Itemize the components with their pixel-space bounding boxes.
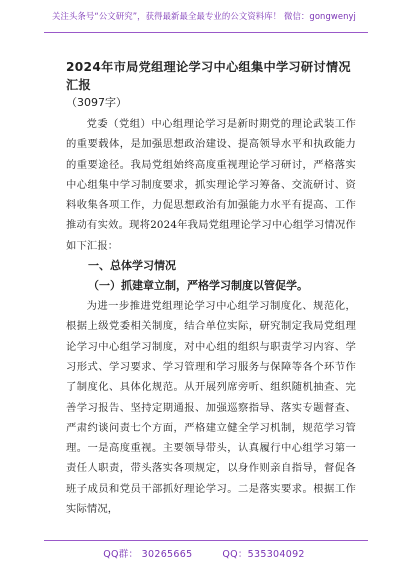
document-title: 2024年市局党组理论学习中心组集中学习研讨情况汇报	[66, 60, 351, 92]
page-header	[0, 0, 408, 40]
footer-contact	[0, 546, 408, 560]
document-body	[66, 58, 356, 519]
footer-divider	[44, 540, 368, 541]
footer-qq-group: QQ群： 30265665	[103, 549, 193, 560]
word-count: （3097字）	[66, 96, 127, 109]
subsection-paragraph: 为进一步推进党组理论学习中心组学习制度化、规范化，根据上级党委相关制度，结合单位实际，研究制定我局党组理论学习中心组学习制度，对中心组的组织与职责学习内容、学习形式、学习要求、学习管理和学习服务与保障等各个环节作了制度化、具体化规范。从开展列席旁听、组织随机抽查、完善学习报告、坚持定期通报、加强巡察指导、落实专题督查、严肃约谈问责七个方面，严格建立健全学习机制，规范学习管理。一是高度重视。主要领导带头，认真履行中心组学习第一责任人职责，带头落实各项规定，以身作则亲自指导，督促各班子成员和党员干部抓好理论学习。二是落实要求。根据工作实际情况，	[66, 300, 356, 516]
intro-paragraph: 党委（党组）中心组理论学习是新时期党的理论武装工作的重要载体，是加强思想政治建设、提高领导水平和执政能力的重要途径。我局党组始终高度重视理论学习研讨，严格落实中心组集中学习制度要求，抓实理论学习筹备、交流研讨、资料收集各项工作，力促思想政治有加强能力水平有提高、工作推动有实效。现将2024年我局党组理论学习中心组学习情况作如下汇报：	[66, 118, 356, 252]
header-divider	[44, 32, 368, 33]
header-promo-text: 关注头条号“公文研究”，获得最新最全最专业的公文资料库！ 微信：gongwenyj	[52, 11, 356, 21]
subsection-heading: （一）抓建章立制，严格学习制度以管促学。	[88, 279, 308, 293]
section-heading: 一、总体学习情况	[88, 259, 176, 273]
footer-qq: QQ：535304092	[222, 549, 305, 560]
